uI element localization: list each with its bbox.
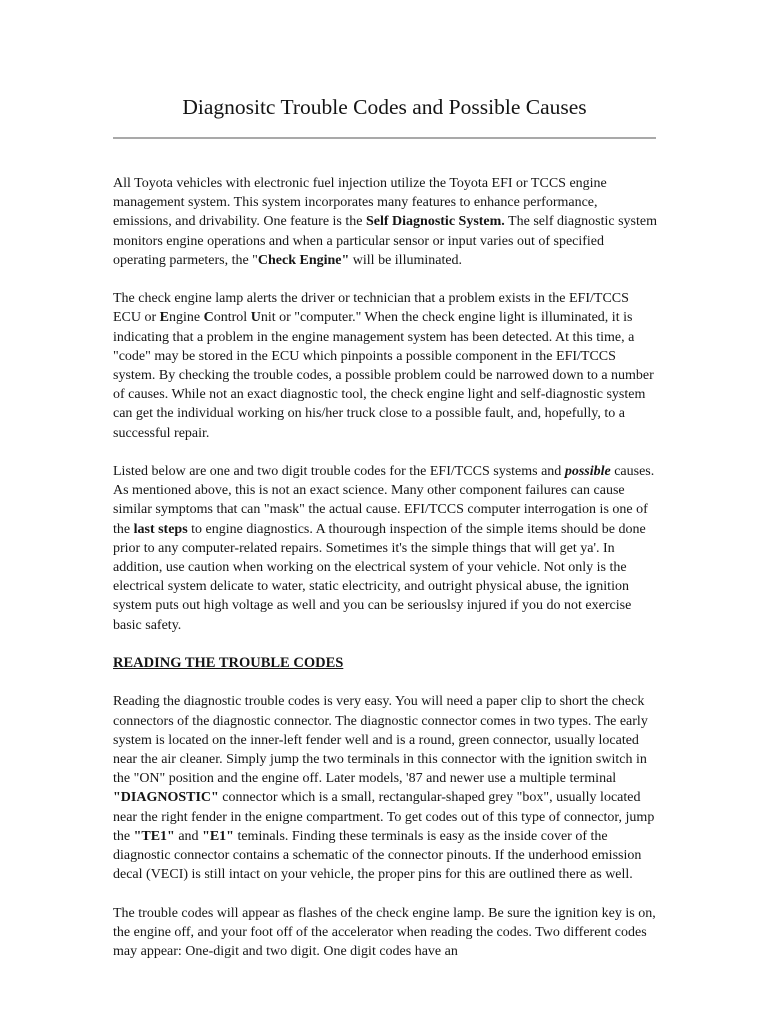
text-run: and xyxy=(174,828,203,844)
paragraph-reading-codes xyxy=(113,692,658,884)
emphasis-letter-c: C xyxy=(203,310,214,326)
emphasis-letter-e: E xyxy=(159,310,170,326)
emphasis-last-steps: last steps xyxy=(133,521,188,537)
paragraph-check-engine-lamp xyxy=(113,289,658,443)
document-body xyxy=(113,174,658,980)
text-run: causes. As mentioned above, this is not an exact science. Many other component failures can cause similar symptoms that can "mask" the actual cause. EFI/TCCS computer interrogation is one of the xyxy=(113,464,655,537)
text-run: ngine xyxy=(169,310,204,326)
text-run: Listed below are one and two digit trouble codes for the EFI/TCCS systems and xyxy=(113,464,565,480)
paragraph-code-flashes xyxy=(113,904,658,962)
emphasis-possible: possible xyxy=(564,464,611,480)
paragraph-intro xyxy=(113,174,658,270)
document-title: Diagnositc Trouble Codes and Possible Causes xyxy=(182,95,587,119)
emphasis-e1: "E1" xyxy=(202,828,234,844)
emphasis-self-diagnostic-system: Self Diagnostic System. xyxy=(365,214,505,230)
paragraph-trouble-codes-intro xyxy=(113,462,658,635)
title-divider xyxy=(113,137,656,139)
text-run: nit or "computer." When the check engine light is illuminated, it is indicating that a problem in the engine management system has been detected. At this time, a "code" may be stored in the ECU which pinpoints a possible component in the EFI/TCCS system. By checking the trouble codes, a possible problem could be narrowed down to a number of causes. While not an exact diagnostic tool, the check engine light and self-diagnostic system can get the individual working on his/her truck close to a possible fault, and, hopefully, to a successful repair. xyxy=(113,310,654,441)
emphasis-letter-u: U xyxy=(250,310,261,326)
section-heading-reading-codes: READING THE TROUBLE CODES xyxy=(113,655,344,672)
emphasis-diagnostic: "DIAGNOSTIC" xyxy=(113,790,219,806)
emphasis-check-engine: Check Engine" xyxy=(257,252,350,268)
text-run: connector which is a small, rectangular-shaped grey "box", usually located near the right fender in the enigne compartment. To get codes out of this type of connector, jump the xyxy=(113,790,655,844)
text-run: The trouble codes will appear as flashes of the check engine lamp. Be sure the ignition key is on, the engine off, and your foot off of the accelerator when reading the codes. Two different codes may appear: One-digit and two digit. One digit codes have an xyxy=(113,905,656,960)
text-run: The check engine lamp alerts the driver or technician that a problem exists in the EFI/TCCS ECU or xyxy=(113,291,629,326)
text-run: All Toyota vehicles with electronic fuel injection utilize the Toyota EFI or TCCS engine management system. This system incorporates many features to enhance performance, emissions, and drivability. One feature is the xyxy=(113,176,607,230)
text-run: will be illuminated. xyxy=(349,252,463,268)
text-run: to engine diagnostics. A thourough inspection of the simple items should be done prior to any computer-related repairs. Sometimes it's the simple things that will get ya'. In addition, use caution when working on the electrical system of your vehicle. Not only is the electrical system delicate to water, static electricity, and outright physical abuse, the ignition system puts out high voltage as well and you can be seriouslsy injured if you do not exercise basic safety. xyxy=(113,521,646,633)
emphasis-te1: "TE1" xyxy=(133,828,175,844)
text-run: teminals. Finding these terminals is easy as the inside cover of the diagnostic connector contains a schematic of the connector pinouts. If the underhood emission decal (VECI) is still intact on your vehicle, the proper pins for this are outlined there as well. xyxy=(113,828,642,883)
text-run: ontrol xyxy=(213,310,251,326)
text-run: The self diagnostic system monitors engine operations and when a particular sensor or input varies out of specified operating parmeters, the " xyxy=(113,214,657,268)
text-run: Reading the diagnostic trouble codes is very easy. You will need a paper clip to short the check connectors of the diagnostic connector. The diagnostic connector comes in two types. The early system is located on the inner-left fender well and is a round, green connector, usually located near the air cleaner. Simply jump the two terminals in this connector with the ignition switch in the "ON" position and the engine off. Later models, '87 and newer use a multiple terminal xyxy=(113,694,648,787)
